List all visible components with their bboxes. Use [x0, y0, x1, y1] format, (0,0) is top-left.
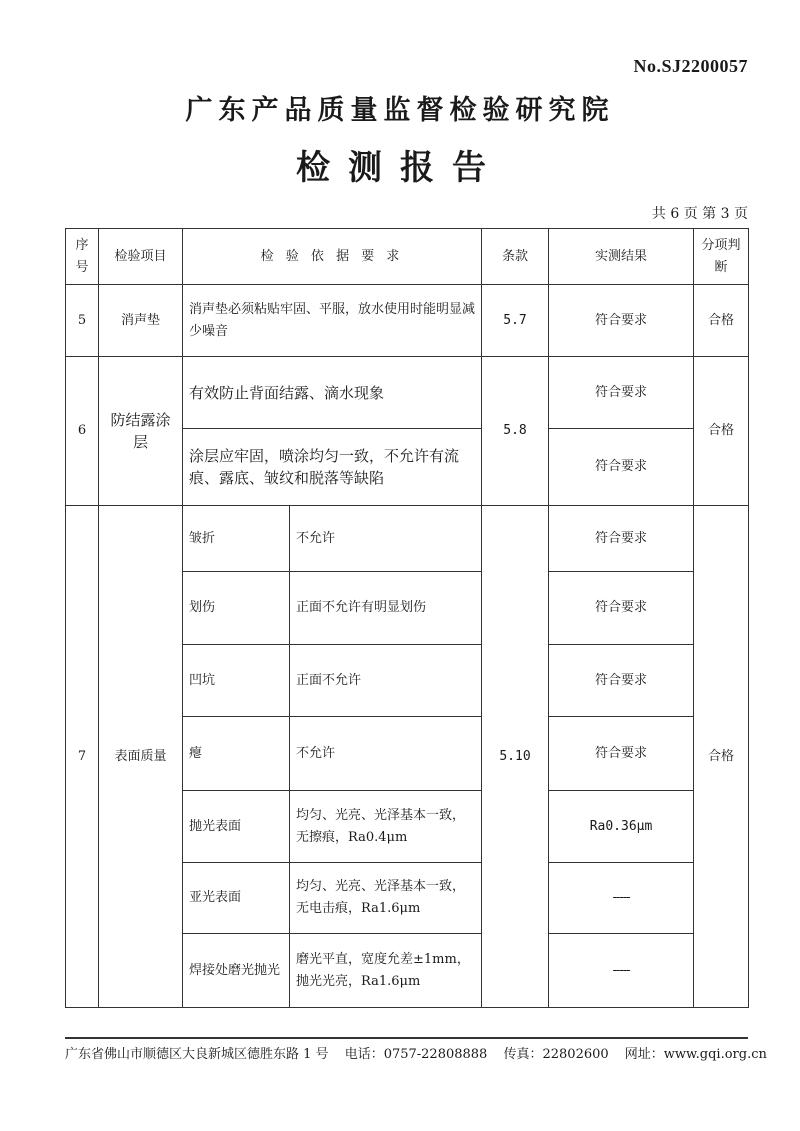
row5-result: 符合要求 — [549, 285, 694, 357]
header-seq: 序号 — [66, 229, 99, 285]
row7-sub-req: 均匀、光亮、光泽基本一致，无电击痕，Ra1.6μm — [290, 863, 482, 934]
row7-sub-name: 凹坑 — [183, 645, 290, 717]
inspection-table — [65, 228, 749, 1008]
row7-sub-req: 磨光平直，宽度允差±1mm，抛光光亮，Ra1.6μm — [290, 934, 482, 1008]
row7-sub-result: 符合要求 — [549, 645, 694, 717]
header-row — [66, 229, 749, 285]
row6-requirement-2: 涂层应牢固，喷涂均匀一致，不允许有流痕、露底、皱纹和脱落等缺陷 — [183, 429, 482, 506]
footer-fax: 传真：22802600 — [503, 1047, 609, 1062]
row7-sub-req: 不允许 — [290, 717, 482, 791]
header-requirement: 检 验 依 据 要 求 — [183, 229, 482, 285]
row7-sub-name: 瘪 — [183, 717, 290, 791]
table-row — [66, 506, 749, 572]
row7-sub-name: 亚光表面 — [183, 863, 290, 934]
row6-judgment: 合格 — [694, 357, 749, 506]
row7-item: 表面质量 — [99, 506, 183, 1008]
row7-sub-req: 不允许 — [290, 506, 482, 572]
row7-sub-name: 皱折 — [183, 506, 290, 572]
header-clause: 条款 — [482, 229, 549, 285]
row7-sub-name: 划伤 — [183, 572, 290, 645]
row7-sub-result: 符合要求 — [549, 572, 694, 645]
row7-sub-name: 焊接处磨光抛光 — [183, 934, 290, 1008]
row6-seq: 6 — [66, 357, 99, 506]
row7-sub-result: 符合要求 — [549, 717, 694, 791]
row5-seq: 5 — [66, 285, 99, 357]
row6-item: 防结露涂层 — [99, 357, 183, 506]
row5-item: 消声垫 — [99, 285, 183, 357]
row5-requirement: 消声垫必须粘贴牢固、平服，放水使用时能明显减少噪音 — [183, 285, 482, 357]
row7-sub-req: 正面不允许 — [290, 645, 482, 717]
footer-website: 网址：www.gqi.org.cn — [624, 1047, 767, 1062]
row6-clause: 5.8 — [482, 357, 549, 506]
row7-sub-result: ----- — [549, 934, 694, 1008]
row6-requirement-1: 有效防止背面结露、滴水现象 — [183, 357, 482, 429]
row7-sub-result: ----- — [549, 863, 694, 934]
footer-address: 广东省佛山市顺德区大良新城区德胜东路 1 号 — [65, 1047, 329, 1062]
table-row — [66, 357, 749, 429]
footer-phone: 电话：0757-22808888 — [344, 1047, 488, 1062]
row7-sub-result: 符合要求 — [549, 506, 694, 572]
report-title: 检测报告 — [296, 148, 504, 188]
row7-clause: 5.10 — [482, 506, 549, 1008]
table-row — [66, 285, 749, 357]
row5-clause: 5.7 — [482, 285, 549, 357]
row7-sub-req: 正面不允许有明显划伤 — [290, 572, 482, 645]
row7-judgment: 合格 — [694, 506, 749, 1008]
header-result: 实测结果 — [549, 229, 694, 285]
report-number: No.SJ2200057 — [633, 56, 748, 76]
row6-result-2: 符合要求 — [549, 429, 694, 506]
footer — [65, 1043, 767, 1062]
row6-result-1: 符合要求 — [549, 357, 694, 429]
institution-name: 广东产品质量监督检验研究院 — [185, 95, 615, 126]
header-judgment: 分项判断 — [694, 229, 749, 285]
footer-divider — [65, 1037, 748, 1039]
row7-sub-req: 均匀、光亮、光泽基本一致，无擦痕，Ra0.4μm — [290, 791, 482, 863]
row7-sub-result: Ra0.36μm — [549, 791, 694, 863]
page-info: 共 6 页 第 3 页 — [651, 206, 748, 222]
row7-seq: 7 — [66, 506, 99, 1008]
row7-sub-name: 抛光表面 — [183, 791, 290, 863]
header-item: 检验项目 — [99, 229, 183, 285]
row5-judgment: 合格 — [694, 285, 749, 357]
